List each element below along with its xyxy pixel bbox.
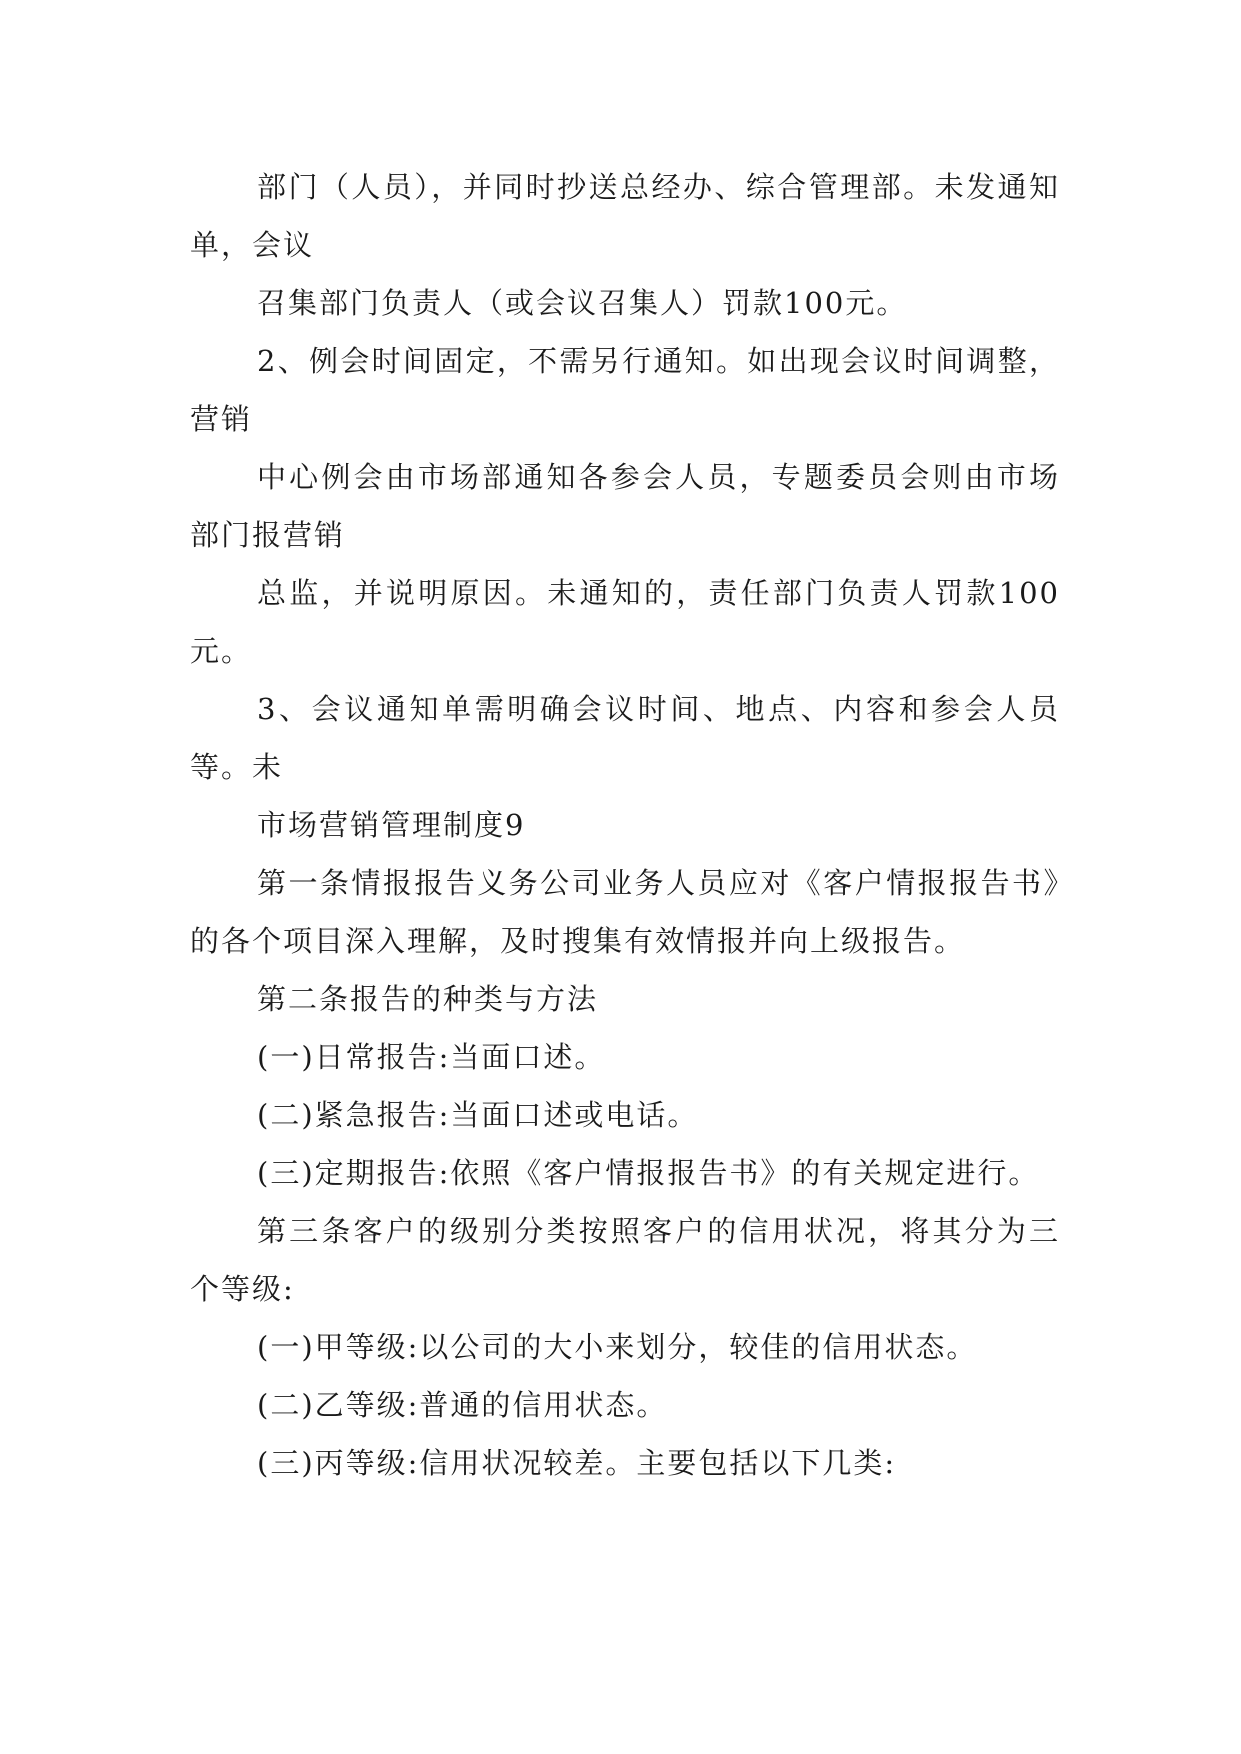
- paragraph: 第二条报告的种类与方法: [257, 982, 599, 1016]
- paragraph: (三)丙等级:信用状况较差。主要包括以下几类:: [257, 1446, 897, 1480]
- paragraph: 部门（人员），并同时抄送总经办、综合管理部。未发通知单，会议: [190, 170, 1060, 262]
- paragraph: 总监，并说明原因。未通知的，责任部门负责人罚款100元。: [190, 576, 1060, 668]
- paragraph: (二)乙等级:普通的信用状态。: [257, 1388, 668, 1422]
- paragraph: 召集部门负责人（或会议召集人）罚款100元。: [257, 286, 908, 320]
- paragraph: (一)日常报告:当面口述。: [257, 1040, 606, 1074]
- paragraph: 中心例会由市场部通知各参会人员，专题委员会则由市场部门报营销: [190, 460, 1060, 552]
- section-title: 市场营销管理制度9: [257, 808, 526, 842]
- paragraph: 第三条客户的级别分类按照客户的信用状况，将其分为三个等级:: [190, 1214, 1060, 1306]
- paragraph: 3、会议通知单需明确会议时间、地点、内容和参会人员等。未: [190, 692, 1060, 784]
- paragraph: (一)甲等级:以公司的大小来划分，较佳的信用状态。: [257, 1330, 978, 1364]
- paragraph: (二)紧急报告:当面口述或电话。: [257, 1098, 699, 1132]
- document-body: [190, 158, 1060, 1492]
- paragraph: (三)定期报告:依照《客户情报报告书》的有关规定进行。: [257, 1156, 1040, 1190]
- paragraph: 第一条情报报告义务公司业务人员应对《客户情报报告书》的各个项目深入理解，及时搜集有效情报并向上级报告。: [190, 866, 1060, 958]
- paragraph: 2、例会时间固定，不需另行通知。如出现会议时间调整，营销: [190, 344, 1060, 436]
